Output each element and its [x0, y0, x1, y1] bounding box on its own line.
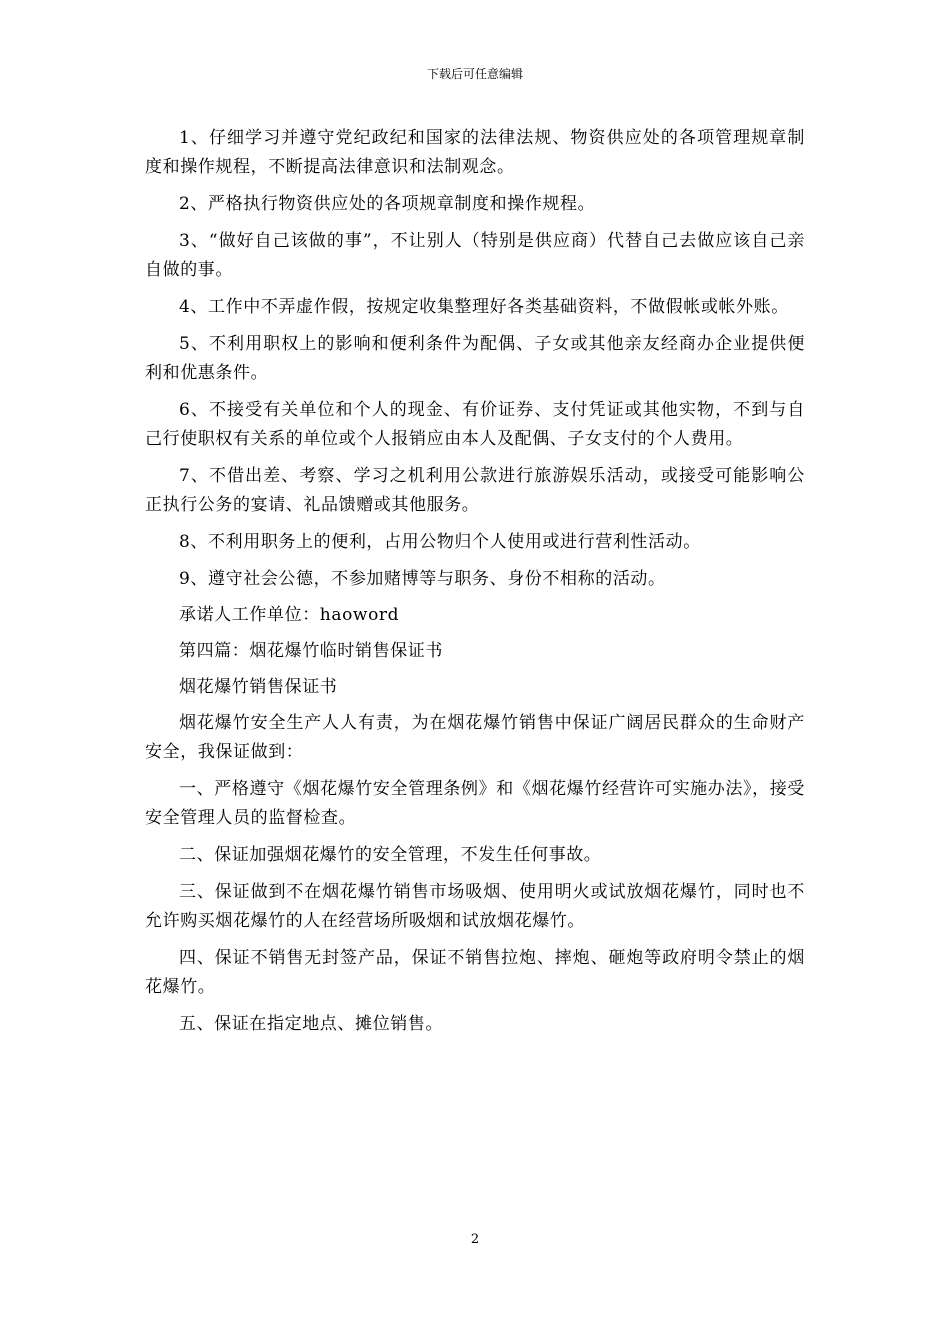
paragraph-9: 9、遵守社会公德，不参加赌博等与职务、身份不相称的活动。 [179, 569, 666, 589]
guarantee-item-5: 五、保证在指定地点、摊位销售。 [179, 1014, 443, 1034]
guarantee-item-4: 四、保证不销售无封签产品，保证不销售拉炮、摔炮、砸炮等政府明令禁止的烟花爆竹。 [145, 948, 805, 997]
page-number: 2 [470, 1232, 480, 1247]
paragraph-2: 2、严格执行物资供应处的各项规章制度和操作规程。 [179, 194, 596, 214]
guarantee-intro: 烟花爆竹安全生产人人有责，为在烟花爆竹销售中保证广阔居民群众的生命财产安全，我保证做到： [145, 713, 805, 762]
paragraph-3: 3、“做好自己该做的事”，不让别人（特别是供应商）代替自己去做应该自己亲自做的事。 [145, 231, 805, 280]
paragraph-1: 1、仔细学习并遵守党纪政纪和国家的法律法规、物资供应处的各项管理规章制度和操作规程，不断提高法律意识和法制观念。 [145, 128, 805, 177]
paragraph-7: 7、不借出差、考察、学习之机利用公款进行旅游娱乐活动，或接受可能影响公正执行公务的宴请、礼品馈赠或其他服务。 [145, 466, 805, 515]
guarantee-item-2: 二、保证加强烟花爆竹的安全管理，不发生任何事故。 [179, 845, 602, 865]
guarantee-item-3: 三、保证做到不在烟花爆竹销售市场吸烟、使用明火或试放烟花爆竹，同时也不允许购买烟花爆竹的人在经营场所吸烟和试放烟花爆竹。 [145, 882, 805, 931]
guarantee-title: 烟花爆竹销售保证书 [179, 677, 338, 697]
guarantee-item-1: 一、严格遵守《烟花爆竹安全管理条例》和《烟花爆竹经营许可实施办法》，接受安全管理人员的监督检查。 [145, 779, 805, 828]
paragraph-4: 4、工作中不弄虚作假，按规定收集整理好各类基础资料，不做假帐或帐外账。 [179, 297, 789, 317]
promisor-unit: 承诺人工作单位：haoword [179, 605, 400, 625]
paragraph-6: 6、不接受有关单位和个人的现金、有价证券、支付凭证或其他实物，不到与自己行使职权有关系的单位或个人报销应由本人及配偶、子女支付的个人费用。 [145, 400, 805, 449]
document-body [145, 124, 805, 1047]
paragraph-5: 5、不利用职权上的影响和便利条件为配偶、子女或其他亲友经商办企业提供便利和优惠条件。 [145, 334, 805, 383]
page-header: 下载后可任意编辑 [426, 67, 523, 81]
section-title: 第四篇：烟花爆竹临时销售保证书 [179, 641, 443, 661]
paragraph-8: 8、不利用职务上的便利，占用公物归个人使用或进行营利性活动。 [179, 532, 701, 552]
